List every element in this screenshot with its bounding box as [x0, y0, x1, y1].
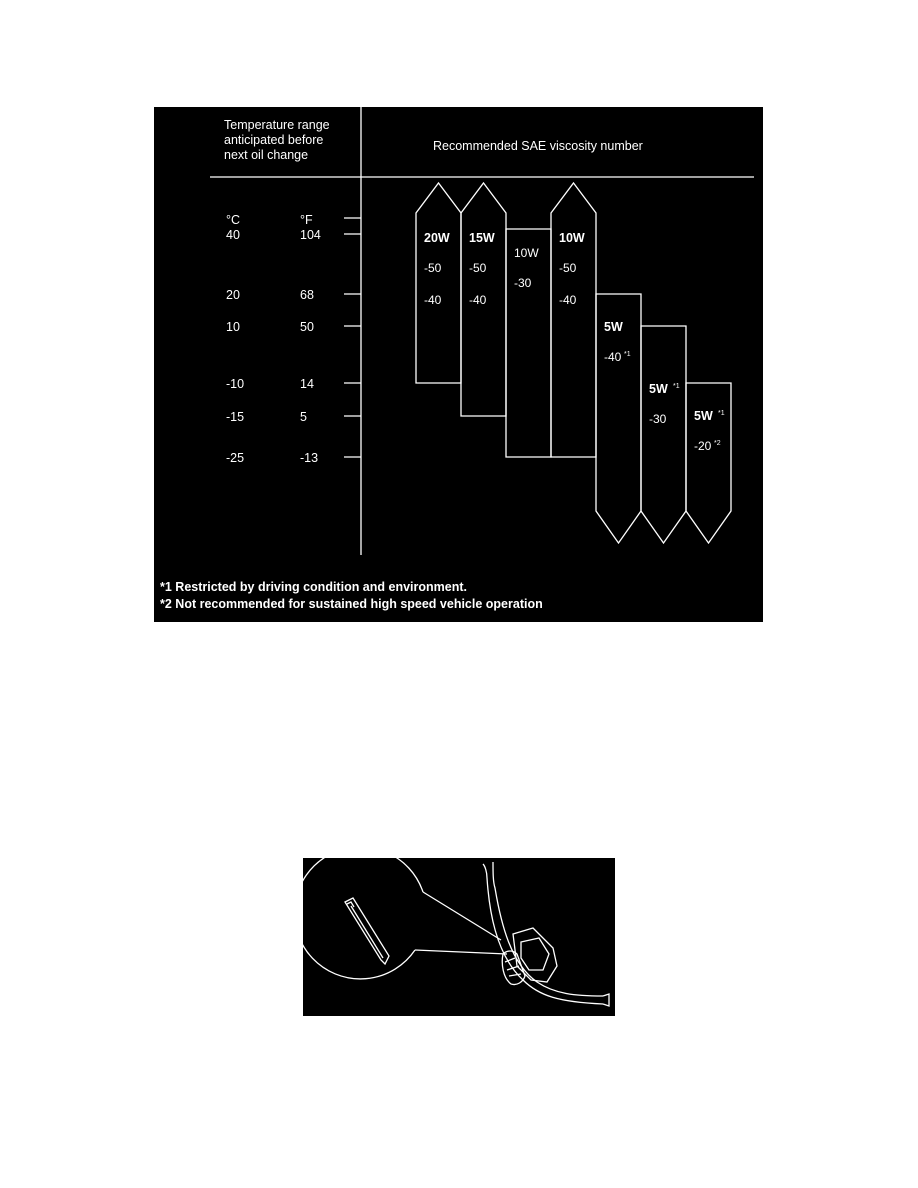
dipstick-tip-icon: [345, 898, 389, 964]
engine-dipstick-tube-icon: [483, 862, 609, 1006]
grade-range-0-0: -50: [424, 261, 442, 275]
viscosity-chart-svg: [154, 107, 763, 622]
footnote-1: *1 Restricted by driving condition and environment.: [160, 580, 467, 594]
viscosity-bar-3: [551, 183, 596, 457]
fahrenheit-label-4: 5: [300, 410, 307, 424]
grade-label-2: 10W: [514, 246, 539, 260]
celsius-label-4: -15: [226, 410, 245, 424]
grade-range-3-0: -50: [559, 261, 577, 275]
grade-range-1-1: -40: [469, 293, 487, 307]
viscosity-bar-0: [416, 183, 461, 383]
celsius-label-5: -25: [226, 451, 245, 465]
grade-sup-6: *1: [718, 410, 725, 417]
grade-label-0: 20W: [424, 231, 450, 245]
fahrenheit-label-5: -13: [300, 451, 319, 465]
viscosity-header: Recommended SAE viscosity number: [433, 139, 643, 153]
unit-fahrenheit: °F: [300, 213, 313, 227]
unit-celsius: °C: [226, 213, 241, 227]
celsius-label-3: -10: [226, 377, 245, 391]
fahrenheit-label-0: 104: [300, 228, 321, 242]
grade-sup-5: *1: [673, 383, 680, 390]
grade-label-4: 5W: [604, 320, 623, 334]
fahrenheit-label-1: 68: [300, 288, 314, 302]
magnifier-line-lower: [415, 950, 507, 954]
temperature-scale: [226, 228, 361, 465]
grade-range-0-1: -40: [424, 293, 442, 307]
grade-range-5-0: -30: [649, 412, 667, 426]
grade-range-3-1: -40: [559, 293, 577, 307]
dipstick-illustration: [303, 858, 615, 1016]
footnote-2: *2 Not recommended for sustained high speed vehicle operation: [160, 597, 543, 611]
grade-range-6-0: -20: [694, 439, 712, 453]
temp-range-header-line-1: Temperature range: [224, 118, 330, 132]
celsius-label-1: 20: [226, 288, 240, 302]
grade-label-3: 10W: [559, 231, 585, 245]
viscosity-bar-5: [641, 326, 686, 543]
magnifier-circle: [303, 858, 423, 979]
viscosity-bars: [416, 183, 731, 543]
grade-range-4-0: -40: [604, 350, 622, 364]
viscosity-bar-6: [686, 383, 731, 543]
grade-label-1: 15W: [469, 231, 495, 245]
grade-range-sup-4: *1: [624, 351, 631, 358]
temp-range-header-line-2: anticipated before: [224, 133, 324, 147]
dipstick-illustration-svg: [303, 858, 615, 1016]
grade-range-1-0: -50: [469, 261, 487, 275]
celsius-label-2: 10: [226, 320, 240, 334]
temp-range-header-line-3: next oil change: [224, 148, 309, 162]
celsius-label-0: 40: [226, 228, 240, 242]
grade-range-sup-6: *2: [714, 440, 721, 447]
grade-label-5: 5W: [649, 382, 668, 396]
grade-range-2-0: -30: [514, 276, 532, 290]
fahrenheit-label-2: 50: [300, 320, 314, 334]
viscosity-bar-2: [506, 229, 551, 457]
grade-label-6: 5W: [694, 409, 713, 423]
fahrenheit-label-3: 14: [300, 377, 314, 391]
viscosity-chart: [154, 107, 763, 622]
